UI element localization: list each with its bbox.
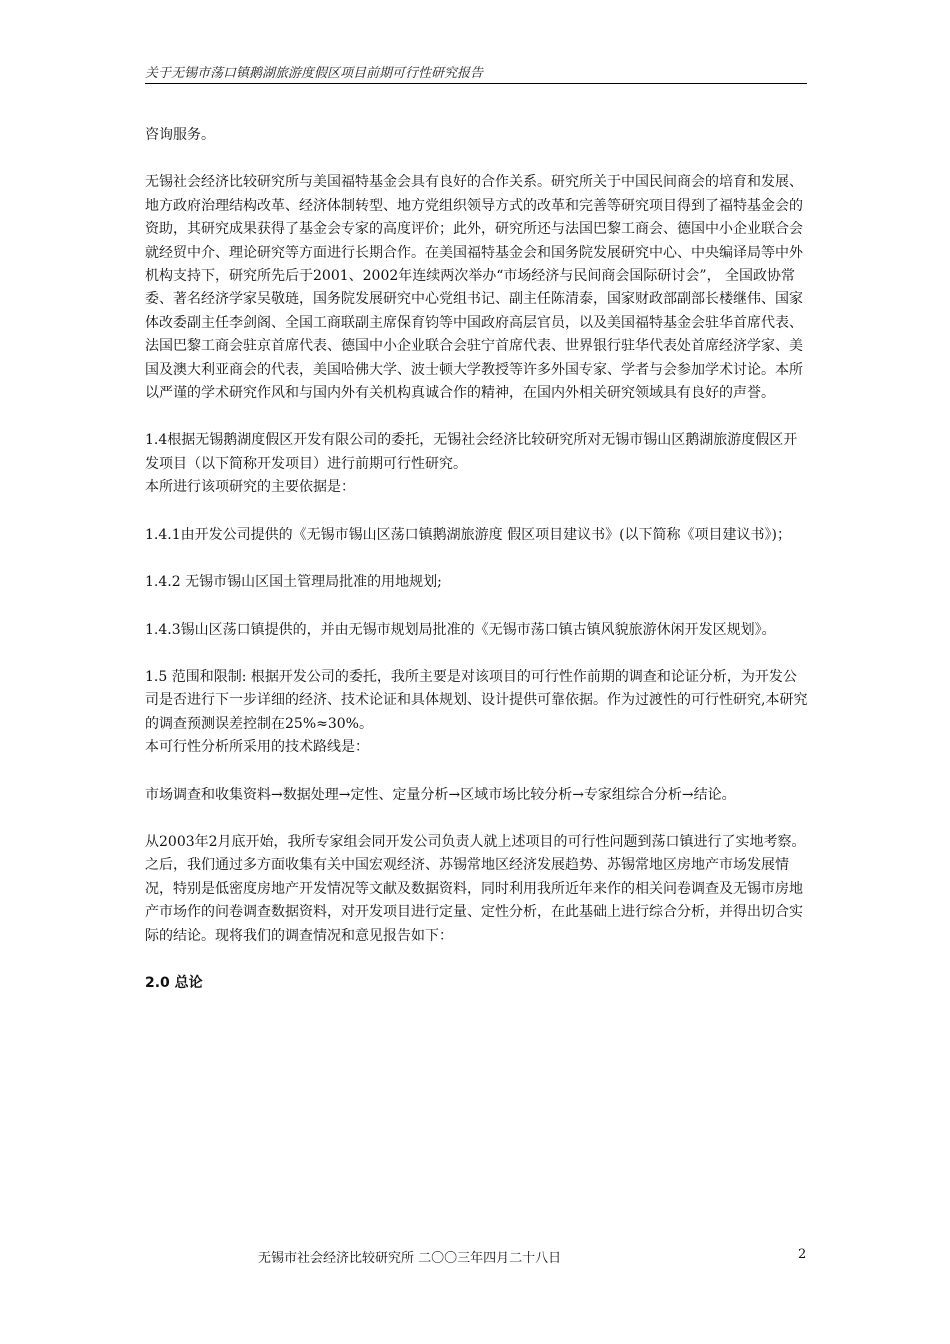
page-number: 2 [798, 1247, 807, 1262]
document-body [145, 124, 809, 995]
paragraph-basis-intro: 本所进行该项研究的主要依据是： [145, 479, 355, 496]
paragraph-1-4-2: 1.4.2 无锡市锡山区国土管理局批准的用地规划; [145, 574, 442, 591]
paragraph-technical-route-intro: 本可行性分析所采用的技术路线是： [145, 739, 369, 756]
section-heading-2-0: 2.0 总论 [145, 974, 203, 991]
paragraph-institute-cooperation: 无锡社会经济比较研究所与美国福特基金会具有良好的合作关系。研究所关于中国民间商会的培育和发展、地方政府治理结构改革、经济体制转型、地方党组织领导方式的改革和完善等研究项目得到了福特基金会的资助，其研究成果获得了基金会专家的高度评价；此外，研究所还与法国巴黎工商会、德国中小企业联合会就经贸中介、理论研究等方面进行长期合作。在美国福特基金会和国务院发展研究中心、中央编译局等中外机构支持下，研究所先后于2001、2002年连续两次举办“市场经济与民间商会国际研讨会”， 全国政协常委、著名经济学家吴敬琏，国务院发展研究中心党组书记、副主任陈清泰，国家财政部副部长楼继伟、国家体改委副主任李剑阁、全国工商联副主席保育钧等中国政府高层官员，以及美国福特基金会驻华首席代表、法国巴黎工商会驻京首席代表、德国中小企业联合会驻宁首席代表、世界银行驻华代表处首席经济学家、美国及澳大利亚商会的代表，美国哈佛大学、波士顿大学教授等许多外国专家、学者与会参加学术讨论。本所以严谨的学术研究作风和与国内外有关机构真诚合作的精神，在国内外相关研究领域具有良好的声誉。 [145, 174, 803, 402]
paragraph-1-5: 1.5 范围和限制: 根据开发公司的委托，我所主要是对该项目的可行性作前期的调查和论证分析，为开发公司是否进行下一步详细的经济、技术论证和具体规划、设计提供可靠依据。作为过渡性的可行性研究,本研究的调查预测误差控制在25%≈30%。 [145, 668, 808, 732]
running-header: 关于无锡市荡口镇鹅湖旅游度假区项目前期可行性研究报告 [145, 66, 484, 81]
paragraph-technical-route: 市场调查和收集资料→数据处理→定性、定量分析→区域市场比较分析→专家组综合分析→结论。 [145, 786, 736, 803]
paragraph-consulting: 咨询服务。 [145, 127, 215, 143]
paragraph-1-4-3: 1.4.3锡山区荡口镇提供的，并由无锡市规划局批准的《无锡市荡口镇古镇风貌旅游休闲开发区规划》。 [145, 621, 776, 638]
footer-institution-date: 无锡市社会经济比较研究所 二〇〇三年四月二十八日 [258, 1251, 562, 1266]
paragraph-1-4: 1.4根据无锡鹅湖度假区开发有限公司的委托，无锡社会经济比较研究所对无锡市锡山区鹅湖旅游度假区开发项目（以下简称开发项目）进行前期可行性研究。 [145, 432, 798, 472]
paragraph-investigation: 从2003年2月底开始，我所专家组会同开发公司负责人就上述项目的可行性问题到荡口镇进行了实地考察。之后，我们通过多方面收集有关中国宏观经济、苏锡常地区经济发展趋势、苏锡常地区房地产市场发展情况，特别是低密度房地产开发情况等文献及数据资料，同时利用我所近年来作的相关问卷调查及无锡市房地产市场作的问卷调查数据资料，对开发项目进行定量、定性分析，在此基础上进行综合分析，并得出切合实际的结论。现将我们的调查情况和意见报告如下： [145, 833, 806, 944]
header-rule [145, 83, 807, 84]
paragraph-1-4-1: 1.4.1由开发公司提供的《无锡市锡山区荡口镇鹅湖旅游度 假区项目建议书》(以下简称《项目建议书》)； [145, 526, 791, 543]
